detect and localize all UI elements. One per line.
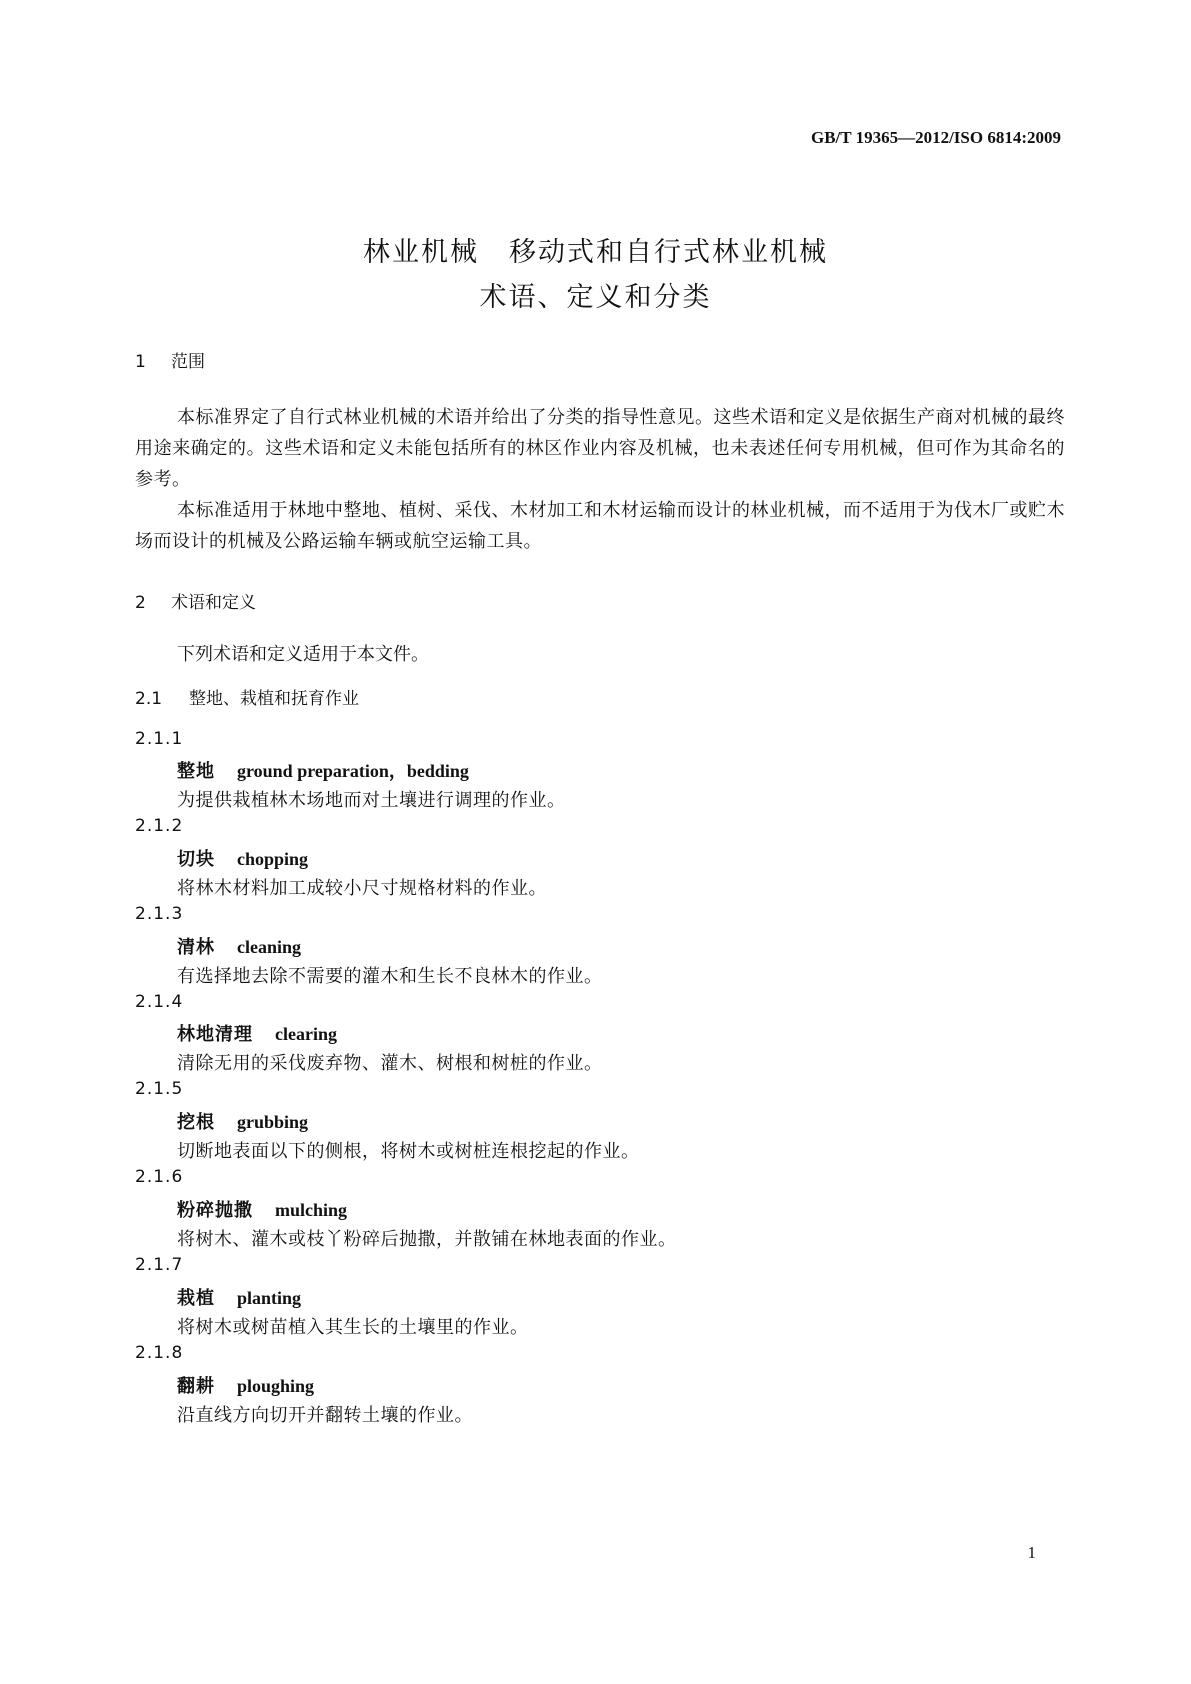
term-en: mulching xyxy=(275,1200,348,1220)
term-en: cleaning xyxy=(237,937,302,957)
term-heading xyxy=(177,1284,301,1310)
term-en: grubbing xyxy=(237,1112,309,1132)
term-en: ploughing xyxy=(237,1376,315,1396)
section-title: 术语和定义 xyxy=(171,593,256,613)
term-definition: 为提供栽植林木场地而对土壤进行调理的作业。 xyxy=(177,790,566,811)
subsection-title: 整地、栽植和抚育作业 xyxy=(189,689,359,709)
term-heading xyxy=(177,933,301,959)
standard-number: GB/T 19365—2012/ISO 6814:2009 xyxy=(811,128,1061,147)
section-2-intro: 下列术语和定义适用于本文件。 xyxy=(177,644,429,665)
subsection-2-1-heading xyxy=(135,684,359,709)
term-heading xyxy=(177,845,308,871)
term-heading xyxy=(177,1020,337,1046)
term-definition: 沿直线方向切开并翻转土壤的作业。 xyxy=(177,1405,473,1426)
term-en: ground preparation，bedding xyxy=(237,761,469,781)
title-part2: 移动式和自行式林业机械 xyxy=(509,237,828,268)
term-number: 2.1.3 xyxy=(135,904,184,924)
subsection-number: 2.1 xyxy=(135,689,163,709)
term-heading xyxy=(177,757,469,783)
page-number: 1 xyxy=(1027,1543,1036,1562)
term-number: 2.1.2 xyxy=(135,816,184,836)
section-title: 范围 xyxy=(171,352,205,372)
term-heading xyxy=(177,1196,347,1222)
term-definition: 将树木或树苗植入其生长的土壤里的作业。 xyxy=(177,1317,529,1338)
term-en: planting xyxy=(237,1288,302,1308)
term-definition: 切断地表面以下的侧根，将树木或树桩连根挖起的作业。 xyxy=(177,1141,640,1162)
term-number: 2.1.6 xyxy=(135,1167,184,1187)
term-definition: 有选择地去除不需要的灌木和生长不良林木的作业。 xyxy=(177,966,603,987)
term-definition: 将树木、灌木或枝丫粉碎后抛撒，并散铺在林地表面的作业。 xyxy=(177,1229,677,1250)
term-number: 2.1.5 xyxy=(135,1079,184,1099)
term-zh: 切块 xyxy=(177,849,215,870)
term-en: clearing xyxy=(275,1024,337,1044)
term-zh: 粉碎抛撒 xyxy=(177,1200,253,1221)
section-number: 2 xyxy=(135,593,146,613)
term-number: 2.1.4 xyxy=(135,992,184,1012)
term-zh: 林地清理 xyxy=(177,1024,253,1045)
term-heading xyxy=(177,1108,308,1134)
title-part1: 林业机械 xyxy=(363,237,479,268)
section-1-heading xyxy=(135,347,205,372)
term-zh: 整地 xyxy=(177,761,215,782)
term-zh: 清林 xyxy=(177,937,215,958)
section-number: 1 xyxy=(135,352,146,372)
document-title-line1 xyxy=(0,230,1191,269)
term-heading xyxy=(177,1372,314,1398)
term-number: 2.1.8 xyxy=(135,1343,184,1363)
scope-paragraph-1: 本标准界定了自行式林业机械的术语并给出了分类的指导性意见。这些术语和定义是依据生产商对机械的最终用途来确定的。这些术语和定义未能包括所有的林区作业内容及机械，也未表述任何专用机械，但可作为其命名的参考。 xyxy=(135,407,1065,490)
term-zh: 挖根 xyxy=(177,1112,215,1133)
term-definition: 清除无用的采伐废弃物、灌木、树根和树桩的作业。 xyxy=(177,1053,603,1074)
document-title-line2: 术语、定义和分类 xyxy=(479,282,712,313)
term-zh: 栽植 xyxy=(177,1288,215,1309)
term-number: 2.1.1 xyxy=(135,729,184,749)
term-en: chopping xyxy=(237,849,309,869)
term-zh: 翻耕 xyxy=(177,1376,215,1397)
term-definition: 将林木材料加工成较小尺寸规格材料的作业。 xyxy=(177,878,547,899)
scope-paragraph-2: 本标准适用于林地中整地、植树、采伐、木材加工和木材运输而设计的林业机械，而不适用于为伐木厂或贮木场而设计的机械及公路运输车辆或航空运输工具。 xyxy=(135,500,1065,552)
term-number: 2.1.7 xyxy=(135,1255,184,1275)
section-2-heading xyxy=(135,588,256,613)
